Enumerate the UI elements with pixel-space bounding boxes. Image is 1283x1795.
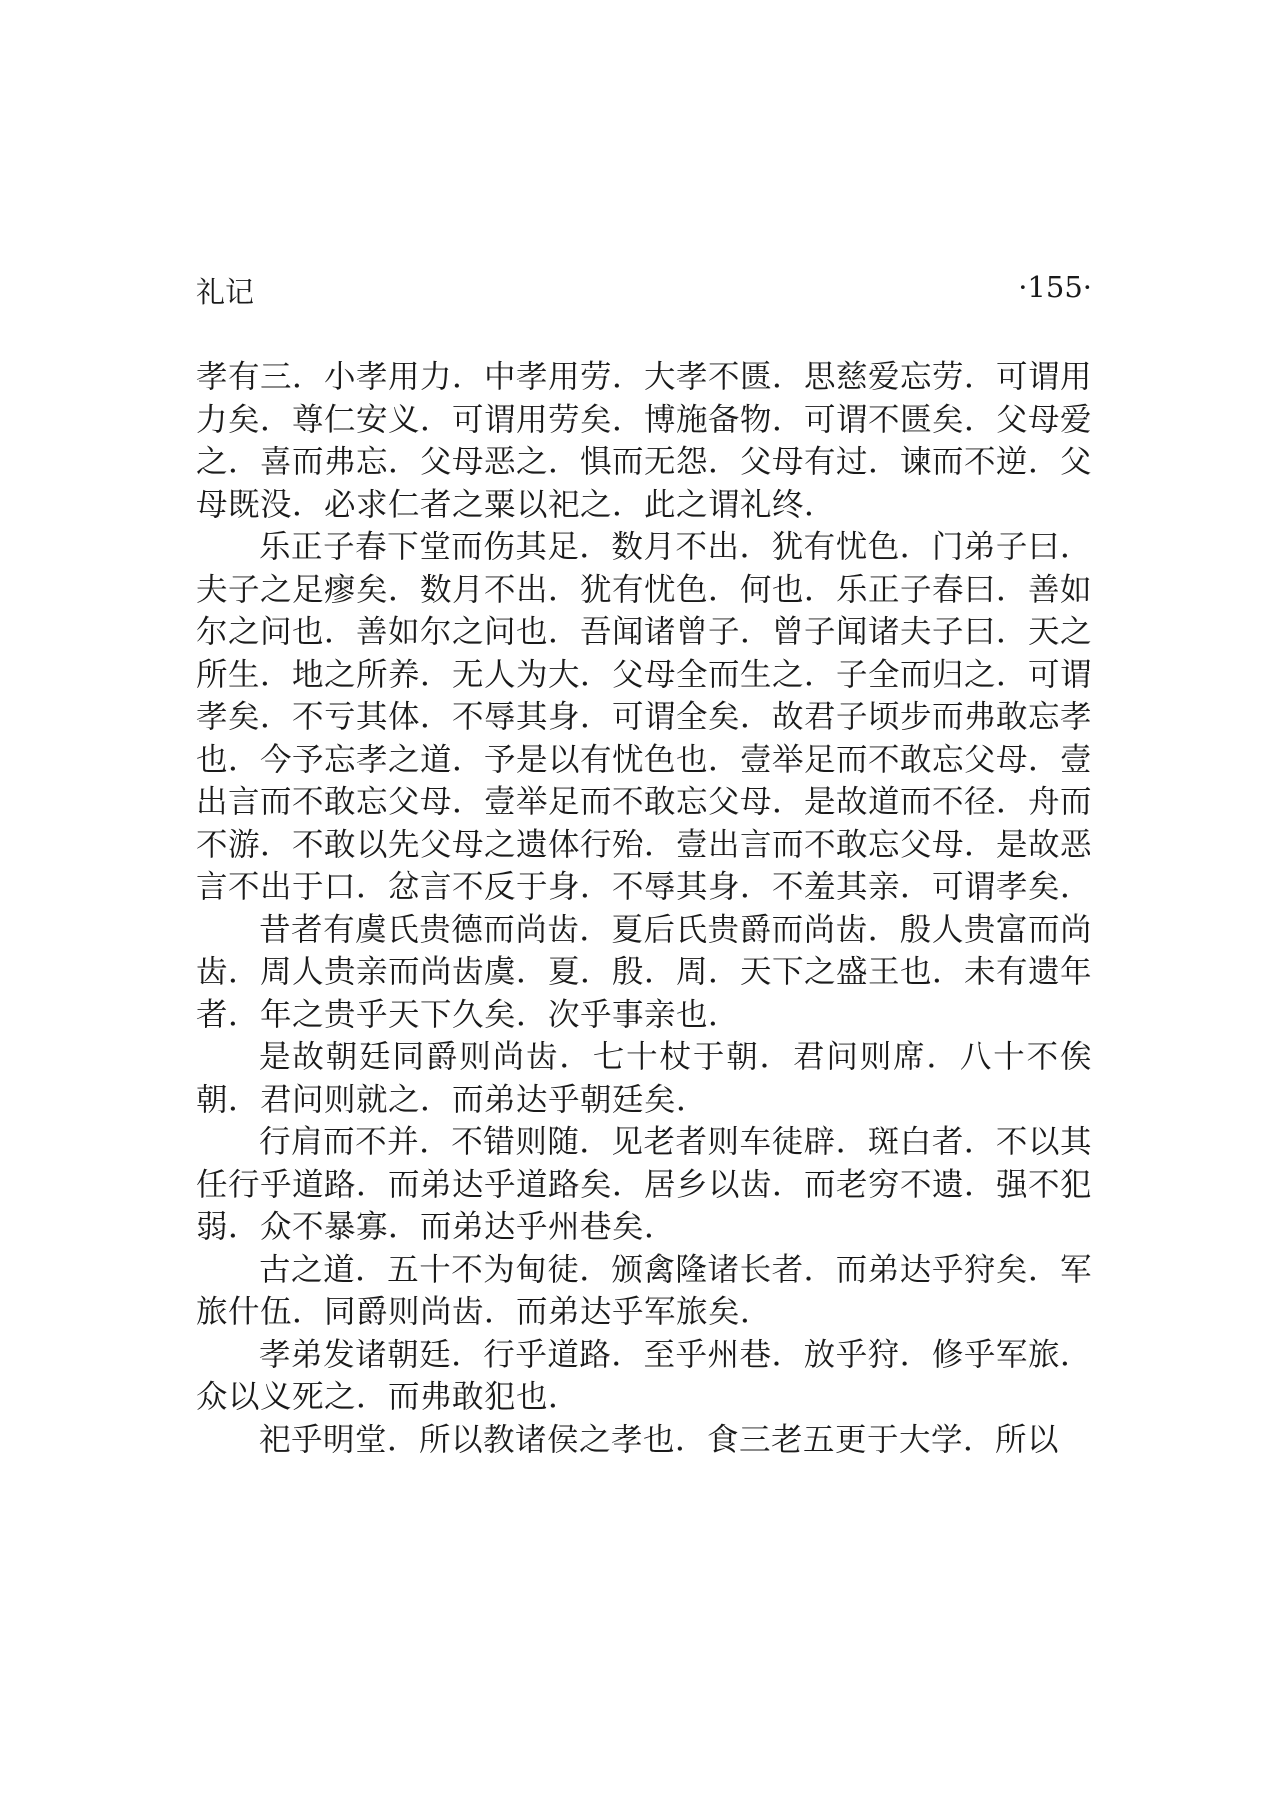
- paragraph-4: 是故朝廷同爵则尚齿．七十杖于朝．君问则席．八十不俟朝．君问则就之．而弟达乎朝廷矣．: [196, 1039, 1092, 1118]
- paragraph-2: 乐正子春下堂而伤其足．数月不出．犹有忧色．门弟子曰．夫子之足瘳矣．数月不出．犹有忧色．何也．乐正子春曰．善如尔之问也．善如尔之问也．吾闻诸曾子．曾子闻诸夫子曰．天之所生．地之所养．无人为大．父母全而生之．子全而归之．可谓孝矣．不亏其体．不辱其身．可谓全矣．故君子顷步而弗敢忘孝也．今予忘孝之道．予是以有忧色也．壹举足而不敢忘父母．壹出言而不敢忘父母．壹举足而不敢忘父母．是故道而不径．舟而不游．不敢以先父母之遗体行殆．壹出言而不敢忘父母．是故恶言不出于口．忿言不反于身．不辱其身．不羞其亲．可谓孝矣．: [196, 529, 1093, 905]
- book-title: 礼记: [196, 275, 255, 309]
- paragraph-1: 孝有三．小孝用力．中孝用劳．大孝不匮．思慈爱忘劳．可谓用力矣．尊仁安义．可谓用劳矣．博施备物．可谓不匮矣．父母爱之．喜而弗忘．父母恶之．惧而无怨．父母有过．谏而不逆．父母既没．必求仁者之粟以祀之．此之谓礼终．: [196, 359, 1093, 523]
- paragraph-6: 古之道．五十不为甸徒．颁禽隆诸长者．而弟达乎狩矣．军旅什伍．同爵则尚齿．而弟达乎军旅矣．: [196, 1251, 1092, 1330]
- paragraph-8: 祀乎明堂．所以教诸侯之孝也．食三老五更于大学．所以: [259, 1421, 1060, 1458]
- body-text: [196, 356, 1092, 1461]
- page-number: ·155·: [1018, 270, 1092, 304]
- running-head: [196, 270, 1092, 314]
- paragraph-7: 孝弟发诸朝廷．行乎道路．至乎州巷．放乎狩．修乎军旅．众以义死之．而弗敢犯也．: [196, 1336, 1092, 1415]
- paragraph-5: 行肩而不并．不错则随．见老者则车徒辟．斑白者．不以其任行乎道路．而弟达乎道路矣．居乡以齿．而老穷不遗．强不犯弱．众不暴寡．而弟达乎州巷矣．: [196, 1124, 1093, 1245]
- paragraph-3: 昔者有虞氏贵德而尚齿．夏后氏贵爵而尚齿．殷人贵富而尚齿．周人贵亲而尚齿虞．夏．殷．周．天下之盛王也．未有遗年者．年之贵乎天下久矣．次乎事亲也．: [196, 911, 1093, 1033]
